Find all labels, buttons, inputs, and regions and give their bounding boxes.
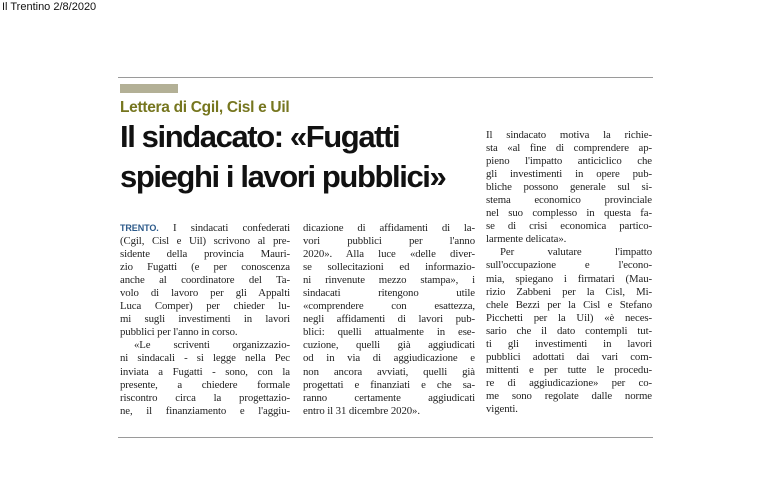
col3-line: nel suo complesso in questa fa- (486, 207, 652, 220)
headline-line-1: Il sindacato: «Fugatti (120, 119, 400, 154)
col3-line: sario che il dato contempli tut- (486, 324, 652, 337)
col2-line: od in via di aggiudicazione e (303, 352, 475, 365)
col3-line: Per valutare l'impatto (500, 246, 652, 259)
col3-line: gli investimenti in opere pub- (486, 168, 652, 181)
source-caption: Il Trentino 2/8/2020 (2, 1, 97, 13)
col1-line-1-text: I sindacati confederati (172, 222, 290, 234)
col3-line: re di aggiudicazione» per co- (486, 376, 652, 389)
kicker: Lettera di Cgil, Cisl e Uil (120, 99, 290, 116)
col1-line: volo di lavoro per gli Appalti (120, 287, 290, 300)
col1-line: (Cgil, Cisl e Uil) scrivono al pre- (120, 235, 290, 248)
col3-line: sta «al fine di comprendere ap- (486, 142, 652, 155)
col1-line: inviata a Fugatti - sono, con la (120, 365, 290, 378)
column-3 (486, 129, 652, 416)
col1-line: presente, a chiedere formale (120, 378, 290, 391)
col3-line: bliche possono generale sul si- (486, 181, 652, 194)
col1-line: ne, il finanziamento e l'aggiu- (120, 404, 290, 417)
col3-line: vigenti. (486, 402, 518, 415)
col1-line: sidente della provincia Mauri- (120, 248, 290, 261)
column-1 (120, 222, 290, 418)
col2-line: negli affidamenti di lavori pub- (303, 313, 475, 326)
col2-line: sindacati ritengono utile (303, 287, 475, 300)
bottom-rule (118, 437, 653, 438)
column-2 (303, 222, 475, 418)
col2-line: blici: quelli attualmente in ese- (303, 326, 475, 339)
col3-line: Il sindacato motiva la richie- (486, 129, 652, 141)
col2-line: dicazione di affidamenti di la- (303, 222, 475, 234)
col2-line: non ancora avviati, quelli già (303, 365, 475, 378)
col2-line: ranno certamente aggiudicati (303, 391, 475, 404)
col2-line: entro il 31 dicembre 2020». (303, 404, 420, 417)
col1-line-1 (120, 222, 290, 235)
top-rule (118, 77, 653, 78)
col1-line: «Le scriventi organizzazio- (134, 339, 290, 352)
dateline: TRENTO. (120, 223, 159, 233)
col3-line: Picchetti per la Uil) «è neces- (486, 311, 652, 324)
headline-line-2: spieghi i lavori pubblici» (120, 159, 446, 194)
col2-line: cuzione, quelli già aggiudicati (303, 339, 475, 352)
col3-line: se di crisi economica partico- (486, 220, 652, 233)
col3-line: mittenti e per tutte le procedu- (486, 363, 652, 376)
kicker-bar (120, 84, 178, 93)
col1-line: pubblici per l'anno in corso. (120, 326, 238, 339)
col1-line: ni sindacali - si legge nella Pec (120, 352, 290, 365)
headline (120, 117, 490, 197)
col2-line: progettati e finanziati e che sa- (303, 378, 475, 391)
col1-line: zio Fugatti (e per conoscenza (120, 261, 290, 274)
col2-line: vori pubblici per l'anno (303, 235, 475, 248)
col1-line: mi sugli investimenti in lavori (120, 313, 290, 326)
col3-line: sull'occupazione e l'econo- (486, 259, 652, 272)
col2-line: se sollecitazioni ed informazio- (303, 261, 475, 274)
col1-line: riscontro circa la progettazio- (120, 391, 290, 404)
col3-line: pubblici adottati dai vari com- (486, 350, 652, 363)
col2-line: ni rinvenute mezzo stampa», i (303, 274, 475, 287)
col3-line: stema economico provinciale (486, 194, 652, 207)
col2-line: «comprendere con esattezza, (303, 300, 475, 313)
col3-line: mia, spiegano i firmatari (Mau- (486, 272, 652, 285)
col3-line: pieno l'impatto anticiclico che (486, 155, 652, 168)
col1-line: anche al coordinatore del Ta- (120, 274, 290, 287)
col2-line: 2020». Alla luce «delle diver- (303, 248, 475, 261)
col3-line: me sono regolate dalle norme (486, 389, 652, 402)
col3-line: chele Bezzi per la Cisl e Stefano (486, 298, 652, 311)
col3-line: rizio Zabbeni per la Cisl, Mi- (486, 285, 652, 298)
col1-line: Luca Comper) per chieder lu- (120, 300, 290, 313)
col3-line: ti gli investimenti in lavori (486, 337, 652, 350)
col3-line: larmente delicata». (486, 233, 567, 246)
